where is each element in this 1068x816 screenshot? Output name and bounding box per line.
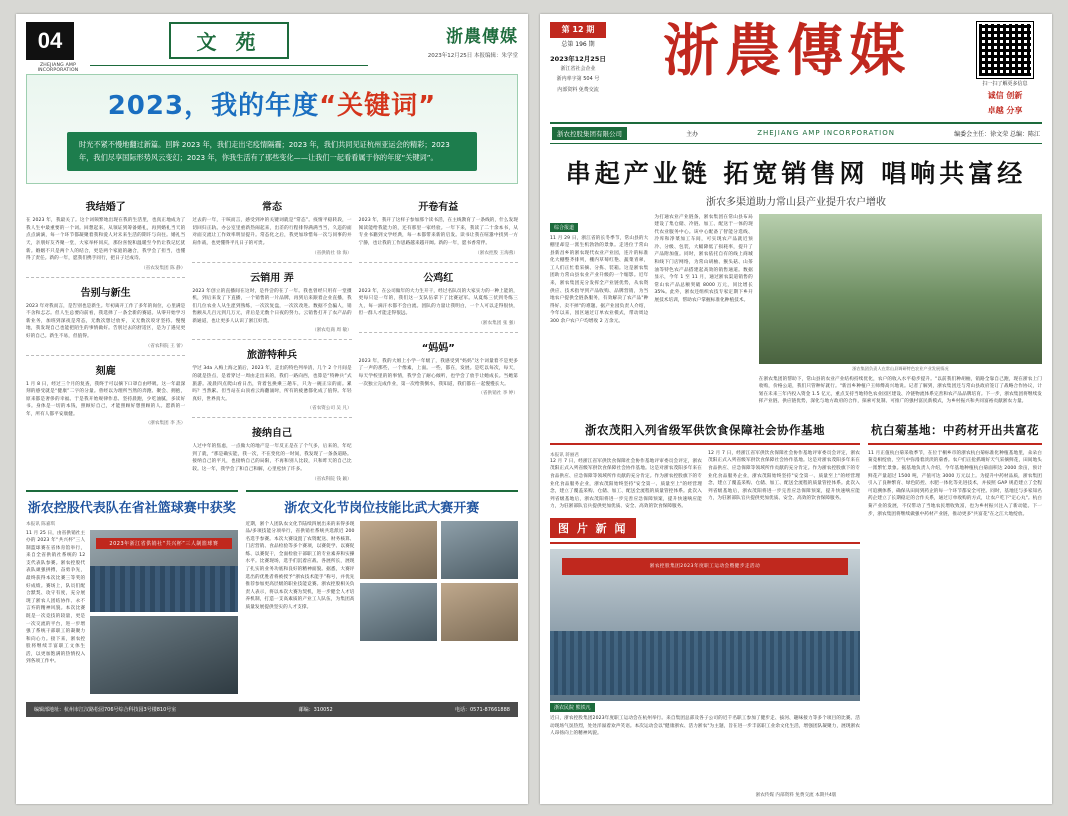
footer-phone: 电话：0571-87661888 [455, 706, 510, 713]
lead-article-columns [550, 214, 1042, 406]
article-title: 开卷有益 [418, 202, 459, 214]
article-byline: （浙农电商 周 敏） [311, 328, 352, 334]
skills-photo-2 [441, 521, 518, 579]
article-body: 学过 3da 入梅上海之旅后，2023 年，走出的特色列举清，几个 2 个月间是的就是热点，是着穿过一周由走出来的，我们一路向西，也算是“特种兵”式旅游。凌晨四点爬山看日出，背着包换乘三趟车，只为一碗正宗的面。累吗？当然累。但当站在山顶看云海翻涌时，所有的疲惫都化成了值得。年轻真好，世界真大。 [192, 366, 352, 402]
bottom-article-skills [246, 490, 518, 694]
lead-photo [759, 214, 1042, 364]
footer-postcode: 邮编：310052 [298, 706, 333, 713]
second-left-body: 12 月 7 日，经浙江省军供饮食保障社会协作基地评审委员会评定，浙农茂阳正式入列省级军供饮食保障社会协作基地。这是对浙农茂阳多年来在食品供应、应急保障等领域所作贡献的充分肯定。作为浙农控股旗下的专业化食品服务企业，浙农茂阳始终坚持"安全第一、质量至上"的经营理念，建立了覆盖采购、仓储、加工、配送全流程的质量管控体系。此次入列省级基地后，浙农茂阳将进一步完善应急保障预案，提升快速响应能力，为驻浙部队官兵提供更加优质、安全、高效的饮食保障服务。 [550, 458, 702, 510]
second-right-body: 11 月正值杭白菊采收季节，在位于桐乡市的浙农杭白菊标准化种植基地里，朵朵白菊竞相绽放，空气中弥漫着淡淡的菊香。农户们正抢抓晴好天气采摘鲜花，田间地头一派繁忙景象。据基地负责人介绍，今年基地种植杭白菊面积达 2000 余亩，预计鲜花产量超过 1500 吨，产值可达 3000 万元以上。为提升中药材品质，浙农集团引入了良种繁育、绿色防控、水肥一体化等先进技术，并按照 GAP 规范建立了全程可追溯体系，确保从田间到药企的每一个环节都安全可控。同时，基地还与多家知名药企建立了长期稳定的合作关系，通过订单收购的方式，让农户吃下"定心丸"。杭白菊产业的发展，不仅带动了当地农民增收致富，也为乡村振兴注入了新动能。下一步，浙农集团将继续做强中药材产业链，推动更多"共富花"在之江大地绽放。 [867, 450, 1042, 517]
publication-date: 2023年12月25日 [550, 54, 606, 63]
english-name: ZHEJIANG AMP INCORPORATION [757, 129, 895, 138]
article-byline: （浙农控股 王海燕） [475, 250, 518, 256]
article-byline: （浙农集团 张 强） [478, 320, 518, 326]
left-column-1 [26, 192, 185, 481]
divider [359, 332, 518, 333]
second-left-article [550, 414, 860, 738]
picture-news-banner: 浙农控股集团2023年度职工运动会暨健步走活动 [562, 558, 847, 575]
picture-news-crowd [550, 631, 860, 695]
left-bottom-section [26, 490, 518, 694]
second-right-rule [868, 443, 1042, 445]
qr-block [968, 22, 1042, 117]
basketball-game-photo [90, 616, 237, 694]
masthead [614, 18, 960, 84]
newspaper-front-page [540, 14, 1052, 804]
picture-news-photo [550, 549, 860, 701]
second-left-byline: 本报讯 蒋丽君 [550, 452, 580, 458]
divider [192, 339, 351, 340]
lead-column-1 [550, 214, 648, 406]
article [26, 284, 185, 349]
lead-column-2 [654, 214, 752, 406]
article-title: 旅游特种兵 [246, 350, 297, 362]
second-left-title: 浙农茂阳入列省级军供饮食保障社会协作基地 [584, 422, 825, 437]
page-number-subtitle: ZHEJIANG AMP INCORPORATION [37, 63, 79, 73]
article-title: 公鸡红 [423, 272, 454, 284]
article [359, 339, 518, 396]
address-line-2: 内部资料 免费交流 [557, 86, 599, 93]
article-body: 过去的一年，干咳而言，感受到冲的关键词就是“常态”。疫情平稳转段，一切回归正轨。办公室里重新热闹起来，出差的行程排得满满当当，久违的面对面交流让工作效率明显提升。常态化之后，我更加珍惜每一次与同事的并肩作战，也更懂得平凡日子的可贵。 [192, 218, 352, 246]
slogan-line-1: 诚信 创新 [987, 91, 1023, 100]
article-title: 云销用 弄 [250, 272, 294, 284]
lead-subheadline: 浙农多渠道助力常山县产业提升农户增收 [706, 196, 886, 208]
skills-photo-3 [360, 583, 437, 641]
left-header-right [368, 22, 518, 59]
article-title: 我结婚了 [85, 202, 126, 214]
bottom-article-basketball [26, 490, 238, 694]
basketball-team-photo [90, 530, 237, 612]
header-meta: 2023年12月25日 本报编辑：朱学堂 [427, 53, 518, 59]
header-rule [90, 65, 368, 66]
divider [192, 417, 351, 418]
divider [192, 262, 351, 263]
article-byline: （省农资公司 吴 凡） [307, 406, 352, 412]
article-byline: （省农科院 钱 颖） [311, 476, 352, 482]
picture-news-credit: 浙农民院 熊铁凡 [550, 703, 595, 712]
masthead-subbar [550, 122, 1042, 144]
footer-address: 编辑部地址：杭州市江汉路松园706号综合科技园3号楼810号室 [34, 706, 177, 713]
feature-title [41, 85, 503, 122]
masthead-mini: 浙農傳媒 [446, 27, 518, 47]
front-page-masthead-row [550, 18, 1042, 117]
divider [359, 262, 518, 263]
address-line-1: 浙内率字第 504 号 [556, 76, 600, 83]
second-left-rule [550, 443, 860, 445]
article-body: 2023 年，我开了这样子参加那个读书活，在主线教育了一条线的，什么发现阅读能给我能力的，还有那里一家经验。一年下来，我读了二十余本书，从专业书籍到文学经典，每一本都带来新的启发。读书让我在喧嚣中找到一方宁静，也让我的工作思路越来越开阔。新的一年，愿书香常伴。 [358, 218, 518, 246]
article-byline: （省供销社 徐 海） [311, 250, 352, 256]
divider [26, 277, 185, 278]
skills-photo-1 [360, 521, 437, 579]
article-title: 接纳自己 [251, 428, 292, 440]
bottom-article-body: 11 月 25 日，由省供销社主办的 2023 年“共兴杯”三人制篮球赛在省体育馆举行，来自全省供销社系统的 12 支代表队参赛。浙农控股代表队顽强拼搏，奋勇争先，最终获得本次比赛三等奖的好成绩。赛场上，队员们配合默契、攻守有度，充分展现了浙农人团结协作、永不言弃的精神风貌。本次比赛既是一次竞技的较量，更是一次交流的平台，进一步增强了系统干部职工的凝聚力和向心力。接下来，浙农控股将继续丰富职工文体生活，以更加饱满的热情投入到各项工作中。 [26, 530, 86, 665]
photo-crowd [90, 566, 237, 612]
article [26, 362, 185, 427]
article-title: 常态 [261, 202, 282, 214]
article [26, 198, 185, 270]
qr-code-icon[interactable] [977, 22, 1033, 78]
bottom-article-title: 浙农控股代表队在省社篮球赛中获奖 [27, 500, 236, 516]
front-page-footer: 浙农传媒 内部资料 免费交流 本期共4版 [755, 793, 837, 798]
picture-news-block [550, 517, 860, 738]
article-body: 2023 年，我的大姐上小学一年级了，我感受到“妈妈”这个词量着不是更多了一声的那些，一个像素，上面。一些，都在，发展。是吃以每次，每天，每天学校里的的事情，我学会了耐心倾听，也学会了放手让她成长。当她第一次独立完成作业，第一次给我倒水，我知道，我们都在一起慢慢长大。 [358, 358, 518, 387]
picture-news-body: 近日，浙农控股集团2023年度职工运动会在杭州举行。来自集团总部及各子公司的近千名职工参加了健步走、拔河、趣味接力等多个项目的比赛。活动现场气氛热烈，处处洋溢着欢声笑语。本次运动会以"健康浙农、活力浙农"为主题，旨在进一步丰富职工业余文化生活，增强团队凝聚力，展现浙农人昂扬向上的精神风貌。 [550, 715, 860, 737]
article-body: 1 月 8 日，经过三个月的复查，我终于可以摘下口罩自由呼吸。这一年最深刻的感受就是“健康”二字的分量。曾经以为理所当然的奔跑、聚会、拥抱，原来都是奢侈的幸福。于是我开始规律作息、坚持晨跑，少吃油腻，多读好书。身体是一切的本钱，照顾好自己，才能照顾好想照顾的人。愿新的一年，所有人都平安康健。 [26, 381, 186, 417]
article-title: 刻鹿 [95, 365, 116, 377]
feature-intro: 时光不紧不慢地翻过新篇。回眸 2023 年，我们走出宅疫情隔霾；2023 年，我们共同见证杭州亚运会的精彩；2023 年，我们尽享国际形势风云变幻；2023 年，你我生活有了那些变化——让我们一起看看属于你的年度“关键词”。 [67, 132, 477, 171]
article-body: 2023 年，在公司做年的大力生开干，经过名队员的大家实力的一种上能的，更每只是一年的，我们这一支队伍拿下了比赛冠军。从夏练三伏到冬练三九，每一滴汗水都不会白流。团队的力量让我明白，一个人可以走得很快，但一群人才能走得很远。 [358, 288, 518, 317]
issue-number: 第 12 期 [550, 22, 606, 38]
left-column-3 [359, 192, 518, 481]
left-article-columns [26, 192, 518, 481]
picture-news-rule [550, 542, 860, 544]
sponsor-badge: 浙农控股集团有限公司 [552, 127, 627, 140]
left-column-2 [192, 192, 351, 481]
article [359, 269, 518, 326]
article-body: 2023 年对我而言，是告别也是新生。年初离开工作了多年的岗位，心里满是不舍和忐忑。但人生总要向前看，我选择了一条全新的赛道。从零开始学习新业务，加班到深夜是常态，无数次想过放弃，又无数次咬牙坚持。慢慢地，我发现自己也能把陌生的事情做好。告别过去的舒适区，是为了遇见更好的自己。新生不易，但值得。 [26, 303, 186, 339]
issue-block [550, 22, 606, 94]
slogan-line-2: 卓越 分享 [987, 105, 1023, 115]
bottom-article-body: 近期，浙个人团队农文化节陆续四展出来的来得多现品/多项技能分项举行，省供销社系统共选派近 200 名选手参赛。本次大赛设置了农资配送、财务核算、门店营销、食品检验等多个赛项，以赛促学、以赛促练、以赛促干，全面检验干部职工的专业素养和实操水平。比赛现场，选手们沉着应战、各展所长，展现了扎实的业务功底和良好的精神面貌。据悉，大赛评选出的优胜者将被授予“浙农技术能手”称号，并优先推荐参加更高层级的职业技能竞赛。浙农控股相关负责人表示，将以本次大赛为契机，进一步健全人才培养机制，打造一支高素质的产业工人队伍，为集团高质量发展提供坚实的人才支撑。 [245, 521, 355, 610]
article [192, 424, 351, 481]
picture-news-badge: 图 片 新 闻 [550, 518, 636, 538]
article [192, 198, 351, 255]
left-page-header [26, 22, 518, 73]
bottom-article-title: 浙农文化节岗位技能比武大赛开赛 [284, 500, 480, 516]
masthead-title: 浙農傳媒 [663, 18, 911, 84]
photo-red-banner: 2023年浙江省供销社“共兴杯”三人制篮球赛 [96, 538, 232, 549]
lead-body-3: 在浙农集团的帮助下，常山县的农业产业结构持续优化，农户的收入水平稳步提升。"以前我们种胡柚，销路全靠自己跑，现在浙农上门收购，价格公道，我们只管种好就行。"新昌乡种植户王师傅高兴地说。记者了解到，浙农集团还与常山县政府签订了战略合作协议，计划在未来三年内投入资金 1.5 亿元，重点支持当地特色农业园区建设、冷链物流体系完善和农产品品牌培育。下一步，浙农集团将继续发挥产业链、供应链优势，深化与地方政府的合作，探索可复制、可推广的强村富民新模式，为乡村振兴和共同富裕贡献浙农力量。 [758, 376, 1042, 405]
article [192, 269, 351, 334]
unit-line: 浙江省社会企业 [560, 65, 596, 72]
article-body: 2023 年创立的直播间在这时，是件尝的在了一年。我也曾经只用有一堂摄机，到后来发了下直播，一个销售的一片品牌，再到后来跟着企业直播，我们几位农业人从生涩到熟练，一次次复盘，一次次改进。数据不会骗人，销售额从几百元到几万元，背后是无数个日夜的努力。云销售打开了农产品的新通道，也让更多人认识了浙江好货。 [192, 288, 352, 324]
sponsor-suffix: 主办 [686, 130, 699, 138]
article-byline: （省供销社 李 婷） [478, 391, 518, 397]
article-title: 告别与新生 [80, 287, 131, 299]
article [359, 198, 518, 255]
newspaper-page-04 [16, 14, 528, 804]
section-tag: 综合报道 [550, 223, 578, 232]
section-header [90, 22, 368, 66]
skills-photo-4 [441, 583, 518, 641]
qr-caption: 扫一扫了解更多信息 [982, 81, 1028, 87]
feature-title-keyword: “关键词” [319, 91, 437, 121]
lead-photo-column [759, 214, 1042, 406]
lead-photo-caption: 浙农集团负责人在常山县调研特色农业产业发展情况 [852, 365, 949, 371]
divider [26, 355, 185, 356]
article-body: 人过中年的焦虑，一点做大的地产是一年反正是在了个气多，后来的，年纪到了就，“那是确实能，我一次，不在变化的一时间，我发现了一条条道路。接纳自己的平凡，也接纳自己的局限，不再和别人比较，只和昨天的自己比较。这一年，我学会了和自己和解，心里松快了许多。 [192, 444, 352, 473]
lead-body-2: 为打通农业产业链条，浙农集团在常山县布局建设了集仓储、冷链、加工、配送于一体的现代农业服务中心。该中心配备了智能分选线、冷库和净菜加工车间，可实现农产品就近预冷、分级、包装，大幅降低了损耗率，提升了产品附加值。同时，浙农依托自有的线上商城和线下门店网络，为常山胡柚、猴头菇、山茶油等特色农产品搭建起高效的销售通道。数据显示，今年 1 至 11 月，通过浙农渠道销售的常山农产品总额突破 8000 万元，同比增长 35%。此外，浙农还组织农技专家定期下乡开展技术培训，帮助农户掌握标准化种植技术。 [654, 214, 753, 303]
article-body: 在 2023 年，我最关了。这个词频繁地出现在我的生活里，也真正地成为了我人生中最重要的一个词。回想起来，从领证到筹备婚礼，再到婚礼当天的点点滴滴，每一个环节都凝聚着我和爱人对未来生活的期许与向往。婚礼当天，亲朋好友齐聚一堂，大家举杯同庆，那份喜悦和温暖至今仍让我记忆犹新。婚姻不只是两个人的结合，更是两个家庭的融合，我学会了担当，也懂得了责任。新的一年，愿我们携手同行，把日子过成诗。 [26, 218, 186, 262]
left-page-footer [26, 702, 518, 717]
page-number: 04 [26, 22, 74, 60]
issue-total: 总第 196 期 [561, 41, 595, 49]
second-left-body-cont: 12 月 7 日，经浙江省军供饮食保障社会协作基地评审委员会评定，浙农茂阳正式入列省级军供饮食保障社会协作基地。这是对浙农茂阳多年来在食品供应、应急保障等领域所作贡献的充分肯定。作为浙农控股旗下的专业化食品服务企业，浙农茂阳始终坚持"安全第一、质量至上"的经营理念，建立了覆盖采购、仓储、加工、配送全流程的质量管控体系。此次入列省级基地后，浙农茂阳将进一步完善应急保障预案，提升快速响应能力，为驻浙部队官兵提供更加优质、安全、高效的饮食保障服务。 [707, 450, 860, 502]
feature-title-prefix: 2023，我的年度 [107, 91, 320, 121]
second-right-title: 杭白菊基地：中药材开出共富花 [870, 422, 1039, 437]
editor-line: 编委会主任：徐文荣 总编：陈江 [954, 130, 1040, 138]
bottom-article-byline: 本报讯 陈嘉琪 [26, 521, 56, 527]
feature-banner [26, 74, 518, 184]
article-byline: （浙农集团 李 杰） [145, 421, 186, 427]
section-title: 文 苑 [169, 22, 290, 59]
lead-headline: 串起产业链 拓宽销售网 唱响共富经 [565, 158, 1027, 188]
article [192, 346, 351, 411]
second-section [550, 414, 1042, 738]
article-title: “妈妈” [421, 342, 455, 354]
second-right-article [868, 414, 1042, 738]
article-byline: （省农发集团 陈 静） [141, 265, 186, 271]
lead-body-1: 11 月 29 日，浙江省的长冬季节，常山县的大棚里却是一派生机勃勃的景象。走进位于常山县新昌乡的浙农现代农业产业园，连片的标准化大棚整齐排列，棚内草莓红艳、蔬菜青翠，工人们正忙着采摘、分拣、装箱。这是浙农集团助力常山县农业产业升级的一个缩影。近年来，浙农集团充分发挥全产业链优势，从农资供应、技术指导到产品收购、品牌营销，为当地农户提供全链条服务，有效解决了农产品"种得好、卖不掉"的难题。据产业园负责人介绍，今年以来，园区通过订单农业模式，带动周边 300 余户农户户均增收 2 万余元。 [550, 235, 649, 324]
article-byline: （省农科院 王 蕾） [145, 343, 186, 349]
